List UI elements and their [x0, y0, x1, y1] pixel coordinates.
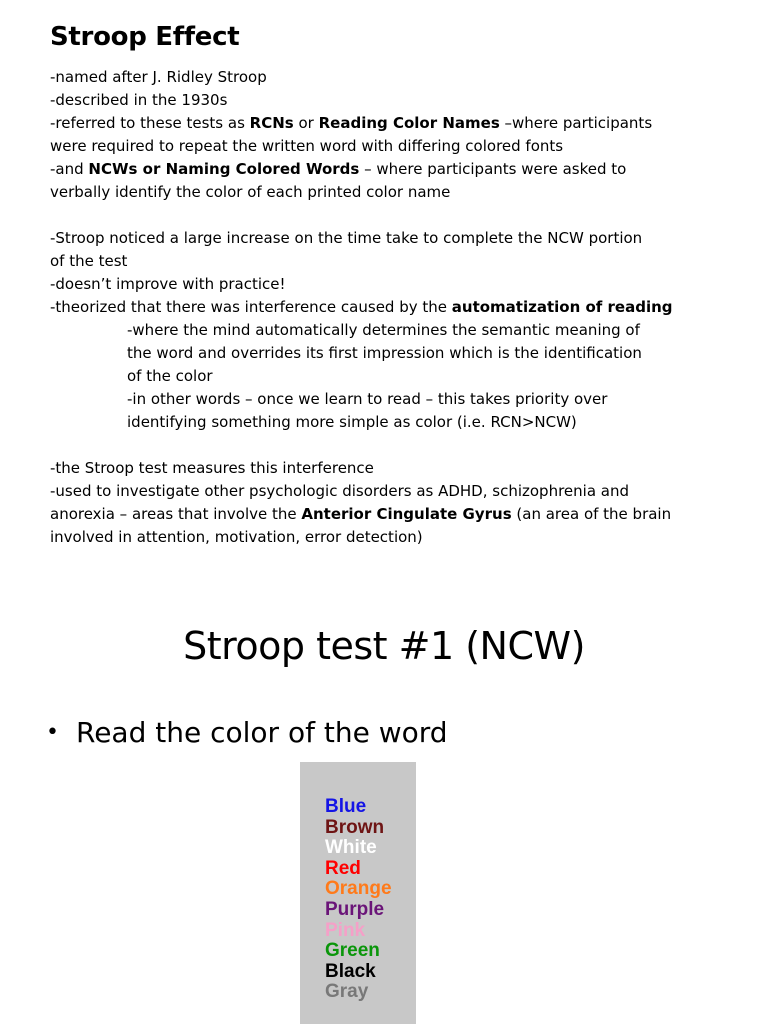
indented-line: -where the mind automatically determines the semantic meaning of	[127, 321, 640, 339]
text-line: -Stroop noticed a large increase on the time take to complete the NCW portion	[50, 229, 643, 247]
text-line: verbally identify the color of each printed color name	[50, 183, 451, 201]
bullet-item	[46, 716, 448, 749]
text-span: –where participants	[499, 114, 653, 132]
color-word-list	[325, 797, 392, 1003]
page-title: Stroop Effect	[50, 22, 240, 52]
color-word-orange: Orange	[325, 878, 392, 900]
bold-term-ncws: NCWs or Naming Colored Words	[88, 160, 360, 178]
text-line	[50, 112, 740, 135]
bold-term-rcns: RCNs	[249, 114, 294, 132]
indented-line: identifying something more simple as color (i.e. RCN>NCW)	[127, 413, 577, 431]
text-line: of the test	[50, 252, 128, 270]
bullet-text: Read the color of the word	[76, 716, 448, 749]
text-line: involved in attention, motivation, error detection)	[50, 528, 423, 546]
paragraph-gap	[50, 204, 740, 227]
text-line: -used to investigate other psychologic disorders as ADHD, schizophrenia and	[50, 482, 630, 500]
color-word-blue: Blue	[325, 796, 367, 817]
notes-body	[50, 66, 740, 549]
color-word-pink: Pink	[325, 919, 366, 941]
color-word-purple: Purple	[325, 898, 385, 920]
bold-term-reading-color-names: Reading Color Names	[318, 114, 500, 132]
text-line: -doesn’t improve with practice!	[50, 275, 286, 293]
text-span: -and	[50, 160, 89, 178]
text-span: -theorized that there was interference caused by the	[50, 298, 452, 316]
text-line	[50, 503, 740, 526]
text-line: -described in the 1930s	[50, 91, 228, 109]
text-line	[50, 296, 740, 319]
bullet-icon: •	[46, 720, 59, 745]
text-line	[50, 158, 740, 181]
color-word-green: Green	[325, 940, 380, 962]
indented-line: of the color	[127, 367, 213, 385]
slide-stroop-effect	[50, 22, 740, 549]
bold-term-automatization: automatization of reading	[451, 298, 673, 316]
text-line: -named after J. Ridley Stroop	[50, 68, 267, 86]
color-word-black: Black	[325, 960, 376, 982]
color-word-gray: Gray	[325, 981, 369, 1003]
paragraph-gap	[50, 434, 740, 457]
text-line: were required to repeat the written word with differing colored fonts	[50, 137, 564, 155]
text-span: anorexia – areas that involve the	[50, 505, 302, 523]
text-span: – where participants were asked to	[359, 160, 627, 178]
stroop-color-panel	[300, 762, 416, 1024]
color-word-white: White	[325, 837, 377, 859]
indented-line: the word and overrides its first impression which is the identification	[127, 344, 642, 362]
text-line: -the Stroop test measures this interference	[50, 459, 374, 477]
bold-term-anterior-cingulate-gyrus: Anterior Cingulate Gyrus	[301, 505, 512, 523]
slide-title-stroop-test: Stroop test #1 (NCW)	[183, 624, 585, 668]
text-span: (an area of the brain	[511, 505, 672, 523]
text-span: or	[293, 114, 319, 132]
color-word-red: Red	[325, 857, 361, 879]
color-word-brown: Brown	[325, 816, 385, 838]
indented-line: -in other words – once we learn to read – this takes priority over	[127, 390, 608, 408]
text-span: -referred to these tests as	[50, 114, 250, 132]
